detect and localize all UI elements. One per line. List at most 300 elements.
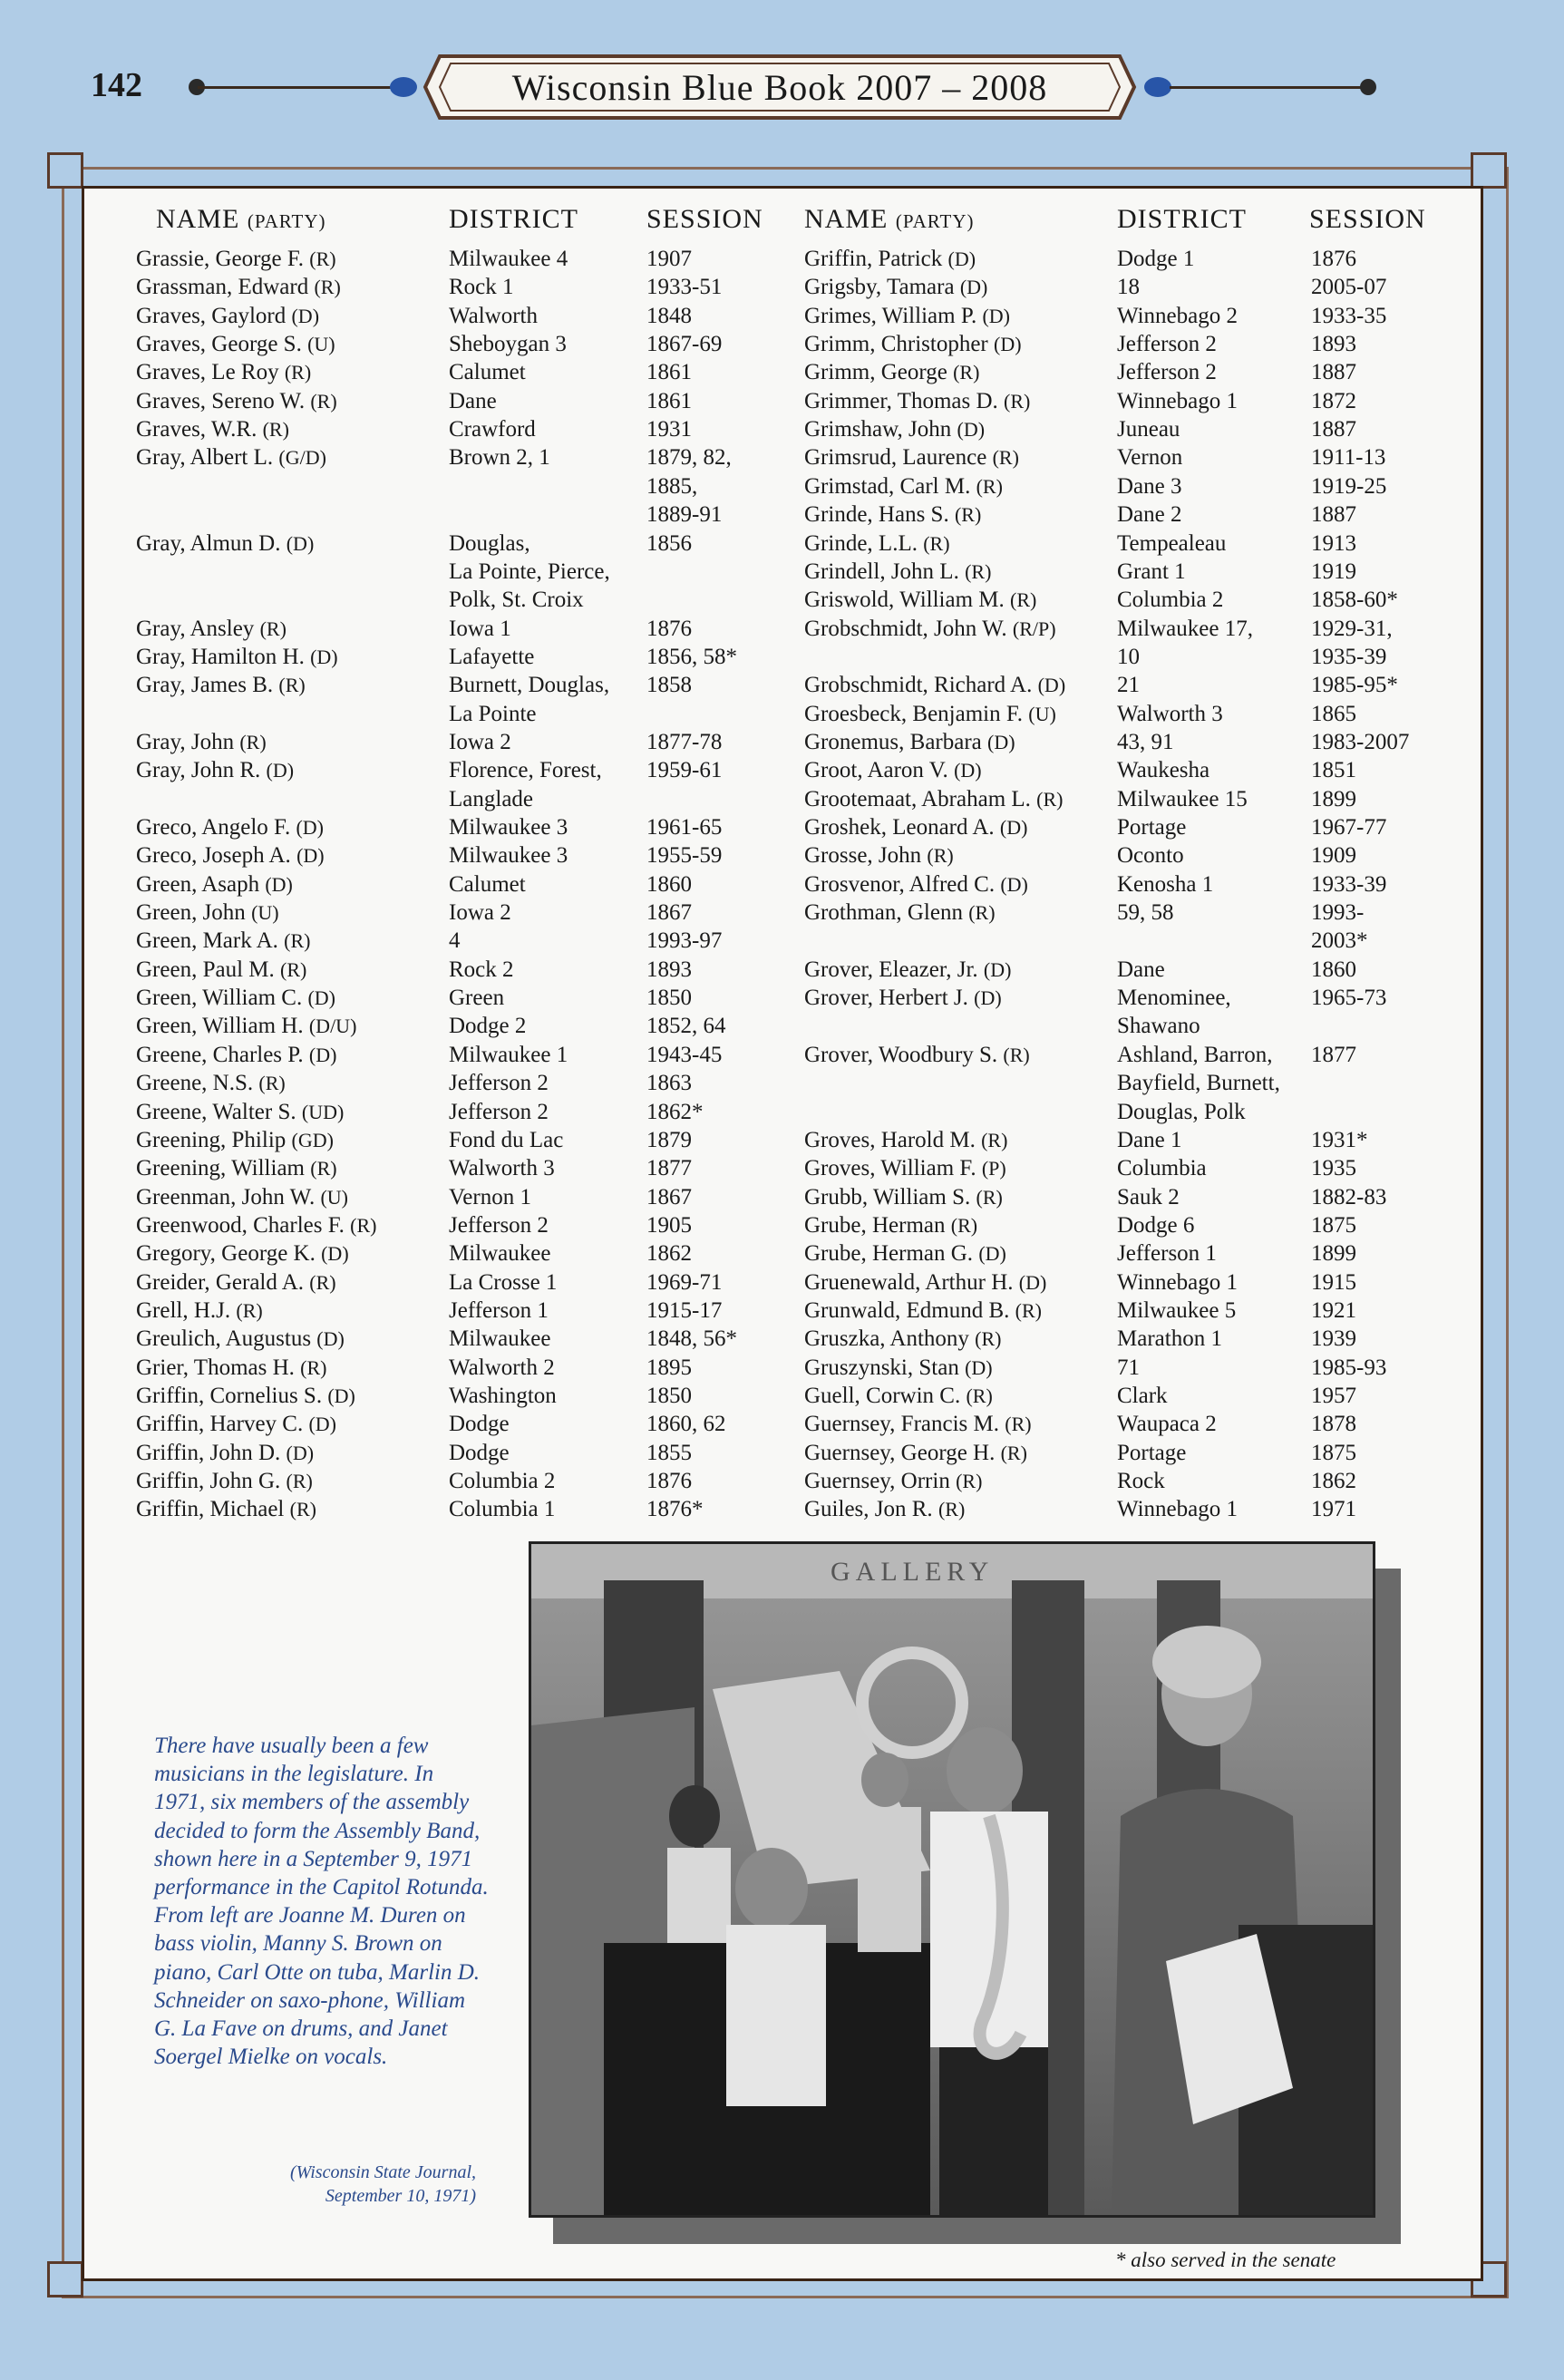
member-party: (R)	[284, 361, 312, 384]
member-name-text: Grubb, William S.	[804, 1184, 971, 1209]
member-name	[136, 273, 341, 301]
member-district: Grant 1	[1117, 559, 1186, 584]
member-name-text: Gray, John R.	[136, 758, 261, 783]
member-party: (R)	[968, 901, 996, 925]
ornament-bead-right	[1144, 77, 1171, 97]
member-session: 1865	[1311, 701, 1356, 726]
member-session: 1876	[646, 616, 692, 641]
member-name-text: Grootemaat, Abraham L.	[804, 786, 1031, 811]
member-name-text: Griffin, John G.	[136, 1469, 281, 1494]
book-title-banner	[422, 53, 1138, 121]
member-name	[804, 472, 1003, 500]
member-session: 1877	[1311, 1042, 1356, 1067]
member-party: (P)	[981, 1157, 1006, 1180]
member-name-text: Griffin, Patrick	[804, 247, 943, 271]
member-name-text: Grosvenor, Alfred C.	[804, 871, 996, 897]
member-name-text: Groot, Aaron V.	[804, 758, 948, 783]
member-name-text: Grigsby, Tamara	[804, 275, 955, 300]
member-party: (UD)	[301, 1100, 345, 1123]
member-district: Milwaukee 15	[1117, 786, 1248, 811]
corner-ornament	[47, 152, 83, 189]
member-name	[136, 1297, 263, 1325]
member-party: (R)	[1010, 588, 1037, 612]
member-session: 1863	[646, 1071, 692, 1096]
member-district: Jefferson 2	[449, 1071, 549, 1096]
member-district: Waupaca 2	[1117, 1412, 1217, 1437]
gallery-sign: GALLERY	[831, 1557, 995, 1587]
member-name	[804, 330, 1022, 358]
member-party: (R)	[310, 1157, 337, 1180]
col-header-name-left: NAME (PARTY)	[156, 204, 326, 234]
member-name	[136, 984, 335, 1012]
member-session: 1862	[646, 1241, 692, 1267]
member-name	[804, 899, 996, 927]
member-name	[804, 415, 985, 443]
member-name	[136, 1098, 344, 1126]
member-party: (U)	[1028, 702, 1056, 725]
member-party: (D)	[310, 645, 338, 668]
member-party: (D)	[316, 1327, 345, 1351]
member-district: Dodge 2	[449, 1014, 527, 1039]
member-name-text: Grell, H.J.	[136, 1297, 231, 1323]
member-party: (R)	[1005, 1413, 1032, 1436]
member-session: 1882-83	[1311, 1184, 1387, 1209]
member-district: Columbia 2	[1117, 588, 1224, 613]
member-name	[136, 1211, 376, 1239]
member-name-text: Grover, Woodbury S.	[804, 1042, 998, 1067]
member-session: 1875	[1311, 1212, 1356, 1238]
member-district: Milwaukee 17,	[1117, 616, 1253, 641]
member-district: Burnett, Douglas,	[449, 673, 610, 698]
member-name	[136, 1467, 313, 1495]
member-party: (D)	[291, 304, 320, 327]
member-name-text: Guernsey, George H.	[804, 1440, 996, 1465]
member-party: (R)	[981, 1128, 1008, 1151]
member-party: (U)	[251, 901, 279, 925]
member-name	[136, 756, 294, 784]
member-district: Douglas,	[449, 530, 530, 556]
member-district: Kenosha 1	[1117, 871, 1214, 897]
member-session: 1943-45	[646, 1042, 723, 1067]
member-district: Vernon 1	[449, 1184, 531, 1209]
member-district: Dodge	[449, 1440, 510, 1465]
member-name	[136, 870, 293, 899]
member-name	[804, 785, 1064, 813]
member-district: 59, 58	[1117, 900, 1174, 926]
member-district: Florence, Forest,	[449, 758, 602, 783]
member-name-text: Greco, Joseph A.	[136, 843, 291, 869]
member-party: (R)	[350, 1213, 377, 1237]
member-name-text: Gray, Ansley	[136, 616, 255, 641]
member-name	[804, 358, 979, 386]
member-party: (R)	[1004, 389, 1031, 413]
member-session: 1893	[1311, 332, 1356, 357]
member-district: Dane	[1117, 957, 1165, 982]
member-district: Milwaukee 4	[449, 247, 568, 271]
member-session: 1919	[1311, 559, 1356, 584]
member-district: Columbia 2	[449, 1469, 556, 1494]
member-session: 1915-17	[646, 1297, 723, 1323]
member-party: (R)	[953, 361, 980, 384]
photo-illustration	[531, 1544, 1373, 2215]
member-session: 1899	[1311, 1241, 1356, 1267]
member-name	[804, 558, 991, 586]
member-party: (D)	[296, 816, 324, 839]
member-district: La Pointe	[449, 701, 537, 726]
member-session: 1899	[1311, 786, 1356, 811]
member-party: (G/D)	[278, 446, 326, 470]
member-name-text: Grassie, George F.	[136, 247, 304, 271]
member-district: Dane 3	[1117, 473, 1182, 499]
member-session: 1921	[1311, 1297, 1356, 1323]
member-name	[136, 1069, 286, 1097]
col-header-session-right: SESSION	[1309, 204, 1426, 234]
corner-ornament	[47, 2261, 83, 2297]
member-district: Jefferson 1	[1117, 1241, 1217, 1267]
member-session: 1895	[646, 1355, 692, 1380]
member-name-text: Graves, George S.	[136, 332, 302, 357]
member-district: Walworth 3	[449, 1156, 555, 1181]
member-name	[804, 1495, 965, 1523]
member-district: 4	[449, 928, 461, 954]
member-name	[804, 500, 981, 529]
member-session: 1855	[646, 1440, 692, 1465]
member-party: (R)	[1000, 1441, 1027, 1464]
member-name	[804, 1154, 1006, 1182]
member-name-text: Grobschmidt, Richard A.	[804, 673, 1033, 698]
member-name	[804, 1239, 1006, 1268]
member-name	[136, 1041, 336, 1069]
member-name	[804, 1041, 1030, 1069]
member-party: (D)	[307, 986, 336, 1010]
member-party: (D)	[999, 816, 1028, 839]
member-party: (D)	[286, 1441, 315, 1464]
member-session: 1893	[646, 957, 692, 982]
member-district: Winnebago 2	[1117, 303, 1238, 328]
member-session: 1860	[1311, 957, 1356, 982]
member-party: (D)	[957, 418, 986, 442]
member-party: (R)	[1036, 787, 1064, 811]
member-name	[136, 1183, 348, 1211]
member-name	[804, 1410, 1032, 1438]
member-district: Fond du Lac	[449, 1127, 564, 1152]
member-name-text: Greider, Gerald A.	[136, 1269, 305, 1295]
member-name	[136, 330, 335, 358]
member-party: (D)	[308, 1043, 337, 1066]
member-party: (R)	[262, 418, 289, 442]
member-name	[804, 529, 950, 558]
member-name-text: Groves, William F.	[804, 1156, 976, 1181]
member-district: Crawford	[449, 417, 536, 442]
member-party: (R)	[236, 1298, 263, 1322]
member-name-text: Greene, N.S.	[136, 1071, 254, 1096]
senate-footnote: * also served in the senate	[1115, 2249, 1336, 2271]
member-name	[136, 728, 267, 756]
member-session: 2005-07	[1311, 275, 1387, 300]
member-name-text: Grover, Herbert J.	[804, 986, 968, 1011]
member-session: 1961-65	[646, 815, 723, 840]
member-party: (R)	[309, 248, 336, 270]
member-name-text: Greening, William	[136, 1156, 305, 1181]
member-party: (R)	[937, 1498, 966, 1521]
member-name	[136, 927, 310, 955]
member-district: Rock 2	[449, 957, 514, 982]
member-session: 1867-69	[646, 332, 723, 357]
member-session: 1933-35	[1311, 303, 1387, 328]
member-session: 1885,	[646, 473, 698, 499]
photo-credit-source: (Wisconsin State Journal,	[290, 2162, 476, 2182]
member-party: (R)	[280, 957, 307, 981]
member-party: (D)	[1037, 674, 1066, 697]
member-name	[804, 245, 976, 273]
photo-credit-date: September 10, 1971)	[325, 2186, 476, 2206]
corner-ornament	[1471, 152, 1507, 189]
member-district: Dane 2	[1117, 502, 1182, 528]
member-district: Walworth 2	[449, 1355, 555, 1380]
member-district: Marathon 1	[1117, 1326, 1222, 1352]
member-name	[804, 1297, 1042, 1325]
member-name	[804, 302, 1010, 330]
member-session: 1913	[1311, 530, 1356, 556]
member-name-text: Graves, W.R.	[136, 417, 257, 442]
member-district: Dane 1	[1117, 1127, 1182, 1152]
member-name	[804, 1439, 1027, 1467]
member-session: 1985-93	[1311, 1355, 1387, 1380]
member-district: Vernon	[1117, 445, 1183, 471]
member-party: (D/U)	[308, 1015, 357, 1038]
member-session: 1993-	[1311, 900, 1365, 926]
member-name	[136, 1382, 355, 1410]
member-district: Columbia	[1117, 1156, 1207, 1181]
member-name	[804, 841, 954, 869]
member-session: 1915	[1311, 1269, 1356, 1295]
member-name	[136, 415, 289, 443]
member-party: (R)	[1003, 1043, 1030, 1066]
member-district: Milwaukee	[449, 1326, 551, 1352]
member-session: 1933-51	[646, 275, 723, 300]
member-session: 1878	[1311, 1412, 1356, 1437]
member-name	[136, 1126, 334, 1154]
member-session: 1887	[1311, 502, 1356, 528]
header-rule-left	[198, 86, 393, 89]
member-party: (D)	[978, 1242, 1006, 1266]
member-name-text: Greening, Philip	[136, 1127, 287, 1152]
member-party: (D)	[947, 248, 976, 270]
member-name	[136, 1354, 326, 1382]
member-session: 1848, 56*	[646, 1326, 737, 1352]
member-district: Polk, St. Croix	[449, 588, 584, 613]
member-name-text: Guiles, Jon R.	[804, 1497, 933, 1522]
member-district: Oconto	[1117, 843, 1184, 869]
member-party: (R)	[975, 1327, 1002, 1351]
photo-credit	[181, 2161, 476, 2208]
member-party: (R)	[289, 1498, 316, 1521]
member-name-text: Guernsey, Orrin	[804, 1469, 950, 1494]
member-name-text: Green, William C.	[136, 986, 303, 1011]
member-session: 1929-31,	[1311, 616, 1393, 641]
member-name-text: Greene, Charles P.	[136, 1042, 304, 1067]
member-district: Douglas, Polk	[1117, 1099, 1246, 1124]
member-district: Winnebago 1	[1117, 1497, 1238, 1522]
member-party: (D)	[987, 730, 1015, 753]
member-session: 1862*	[646, 1099, 704, 1124]
member-session: 1877-78	[646, 729, 723, 754]
member-party: (R)	[1015, 1298, 1042, 1322]
member-name-text: Grimstad, Carl M.	[804, 473, 971, 499]
member-session: 1909	[1311, 843, 1356, 869]
member-party: (R)	[950, 1213, 978, 1237]
member-name-text: Gruenewald, Arthur H.	[804, 1269, 1014, 1295]
member-district: Bayfield, Burnett,	[1117, 1071, 1280, 1096]
member-session: 1856	[646, 530, 692, 556]
member-district: Tempealeau	[1117, 530, 1227, 556]
member-name-text: Griffin, Cornelius S.	[136, 1384, 323, 1408]
member-name-text: Groesbeck, Benjamin F.	[804, 701, 1024, 726]
member-name	[136, 443, 326, 471]
member-district: Clark	[1117, 1384, 1168, 1408]
member-name	[804, 984, 1002, 1012]
member-name	[804, 586, 1036, 614]
member-party: (U)	[307, 333, 335, 356]
member-name-text: Grimsrud, Laurence	[804, 445, 987, 471]
member-session: 2003*	[1311, 928, 1368, 954]
member-session: 1851	[1311, 758, 1356, 783]
member-name	[804, 728, 1015, 756]
member-name-text: Grunwald, Edmund B.	[804, 1297, 1010, 1323]
member-name-text: Grimes, William P.	[804, 303, 977, 328]
member-name-text: Griffin, John D.	[136, 1440, 281, 1465]
member-session: 1889-91	[646, 502, 723, 528]
member-name-text: Graves, Gaylord	[136, 303, 287, 328]
member-party: (D)	[994, 333, 1022, 356]
member-name-text: Greenwood, Charles F.	[136, 1212, 345, 1238]
member-session: 1933-39	[1311, 871, 1387, 897]
member-name	[804, 1467, 982, 1495]
member-party: (D)	[327, 1384, 355, 1407]
member-district: Portage	[1117, 1440, 1187, 1465]
member-district: Brown 2, 1	[449, 445, 550, 471]
member-session: 1850	[646, 1384, 692, 1408]
member-session: 1971	[1311, 1497, 1356, 1522]
member-name	[136, 671, 306, 699]
member-session: 1860	[646, 871, 692, 897]
member-party: (GD)	[291, 1128, 334, 1151]
member-district: Ashland, Barron,	[1117, 1042, 1273, 1067]
member-district: La Crosse 1	[449, 1269, 558, 1295]
member-name-text: Gray, Albert L.	[136, 445, 274, 471]
member-name-text: Grimm, Christopher	[804, 332, 988, 357]
member-party: (D)	[265, 872, 293, 896]
member-name	[804, 1126, 1007, 1154]
member-district: Jefferson 2	[449, 1099, 549, 1124]
member-district: 71	[1117, 1355, 1140, 1380]
member-district: 21	[1117, 673, 1140, 698]
member-party: (R)	[310, 389, 337, 413]
member-district: Calumet	[449, 871, 526, 897]
member-session: 1862	[1311, 1469, 1356, 1494]
member-session: 1985-95*	[1311, 673, 1398, 698]
member-district: 10	[1117, 644, 1140, 669]
member-party: (D)	[954, 759, 982, 782]
member-name	[804, 1382, 993, 1410]
member-session: 1852, 64	[646, 1014, 726, 1039]
member-party: (D)	[286, 531, 315, 555]
member-district: Iowa 2	[449, 729, 511, 754]
member-name	[136, 529, 314, 558]
member-name-text: Graves, Le Roy	[136, 360, 279, 385]
member-session: 1935-39	[1311, 644, 1387, 669]
member-session: 1872	[1311, 388, 1356, 413]
member-party: (R)	[923, 531, 950, 555]
member-district: 18	[1117, 275, 1140, 300]
member-party: (D)	[1000, 872, 1028, 896]
member-name-text: Grothman, Glenn	[804, 900, 963, 926]
member-district: Rock 1	[449, 275, 514, 300]
header-rule-right	[1170, 86, 1369, 89]
member-name-text: Greulich, Augustus	[136, 1326, 312, 1352]
member-name-text: Grobschmidt, John W.	[804, 616, 1007, 641]
member-name-text: Gray, James B.	[136, 673, 274, 698]
member-district: Shawano	[1117, 1014, 1200, 1039]
member-name-text: Groshek, Leonard A.	[804, 815, 995, 840]
member-name	[804, 700, 1056, 728]
member-district: Washington	[449, 1384, 557, 1408]
member-district: 43, 91	[1117, 729, 1174, 754]
member-name-text: Greco, Angelo F.	[136, 815, 291, 840]
member-name	[804, 1325, 1002, 1353]
member-session: 1887	[1311, 417, 1356, 442]
member-party: (R)	[965, 559, 992, 583]
member-name-text: Grover, Eleazer, Jr.	[804, 957, 978, 982]
member-name	[804, 1211, 977, 1239]
member-district: Juneau	[1117, 417, 1180, 442]
member-session: 1907	[646, 247, 692, 271]
member-session: 1858	[646, 673, 692, 698]
member-session: 1879	[646, 1127, 692, 1152]
member-name-text: Griswold, William M.	[804, 588, 1005, 613]
member-session: 1867	[646, 900, 692, 926]
member-name-text: Grindell, John L.	[804, 559, 959, 584]
member-name	[136, 956, 306, 984]
member-name	[136, 358, 311, 386]
member-district: Milwaukee 5	[1117, 1297, 1237, 1323]
member-name	[136, 841, 325, 869]
col-header-session-left: SESSION	[646, 204, 763, 234]
member-name-text: Green, Paul M.	[136, 957, 275, 982]
member-district: Langlade	[449, 786, 534, 811]
member-district: Walworth	[449, 303, 538, 328]
member-name-text: Grimmer, Thomas D.	[804, 388, 998, 413]
member-name-text: Guell, Corwin C.	[804, 1384, 961, 1408]
member-session: 1911-13	[1311, 445, 1386, 471]
member-name-text: Gregory, George K.	[136, 1241, 316, 1267]
member-name-text: Green, Asaph	[136, 871, 260, 897]
member-district: Lafayette	[449, 644, 535, 669]
member-name	[804, 1268, 1046, 1297]
member-district: Sauk 2	[1117, 1184, 1180, 1209]
member-session: 1959-61	[646, 758, 723, 783]
member-party: (D)	[965, 1355, 993, 1379]
member-name	[136, 1439, 314, 1467]
member-name-text: Grassman, Edward	[136, 275, 309, 300]
member-session: 1931	[646, 417, 692, 442]
member-name	[136, 813, 324, 841]
member-name	[136, 1268, 336, 1297]
member-name-text: Graves, Sereno W.	[136, 388, 306, 413]
member-name-text: Green, John	[136, 900, 246, 926]
assembly-band-photo	[529, 1541, 1375, 2218]
member-session: 1876	[646, 1469, 692, 1494]
